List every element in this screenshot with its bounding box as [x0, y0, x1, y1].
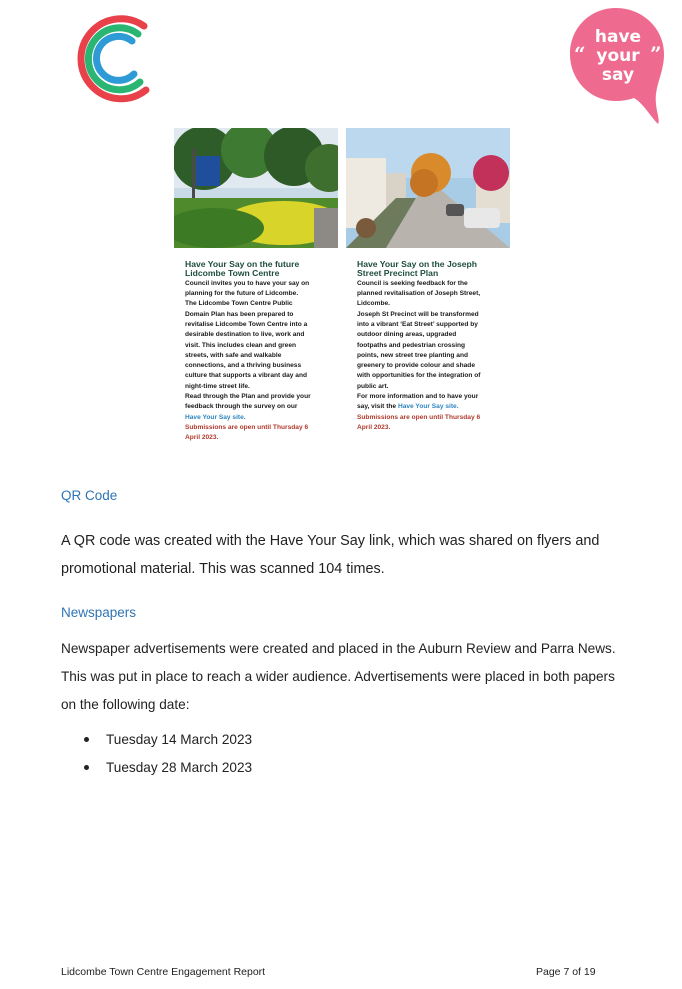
footer-report-title: Lidcombe Town Centre Engagement Report — [61, 966, 266, 978]
publication-dates-list — [80, 726, 252, 782]
hys-line-your: your — [596, 46, 640, 66]
card-body-line: footpaths and pedestrian crossing — [357, 341, 466, 349]
card-body-line: The Lidcombe Town Centre Public — [185, 300, 293, 308]
card-body-line: Domain Plan has been prepared to — [185, 310, 294, 318]
qr-para-line2: promotional material. This was scanned 104 times. — [61, 561, 385, 577]
council-logo — [66, 8, 158, 106]
card-body-line: greenery to provide colour and shade — [357, 362, 475, 370]
card-body-line: points, new street tree planting and — [357, 351, 469, 359]
news-para-line2: This was put in place to reach a wider audience. Advertisements were placed in both papers — [61, 669, 615, 684]
card-body-line: Read through the Plan and provide your — [185, 393, 311, 401]
card-body-line: Council is seeking feedback for the — [357, 279, 468, 287]
card-title-line2: Lidcombe Town Centre — [185, 268, 280, 279]
card-body-line: desirable destination to live, work and — [185, 331, 305, 339]
card-body-line: revitalise Lidcombe Town Centre into a — [185, 321, 308, 328]
photo-lidcombe-garden — [174, 128, 338, 248]
submission-deadline-line2: April 2023. — [357, 423, 391, 431]
list-item — [80, 726, 252, 754]
card-body-line: streets, with safe and walkable — [185, 351, 282, 359]
promo-card-lidcombe — [174, 128, 339, 444]
card-body-line: connections, and a thriving business — [185, 362, 302, 370]
qr-para-line1: A QR code was created with the Have Your Say link, which was shared on flyers and — [61, 533, 600, 549]
newspapers-heading: Newspapers — [61, 605, 137, 620]
qr-code-heading: QR Code — [61, 488, 118, 503]
card-body-line: Council invites you to have your say on — [185, 279, 310, 287]
card-title-line1: Have Your Say on the Joseph — [357, 259, 478, 269]
bullet-icon — [84, 737, 89, 742]
card-body-line: For more information and to have your — [357, 393, 479, 401]
hys-line-say: say — [601, 65, 635, 85]
card-body-line: with opportunities for the integration of — [357, 372, 481, 380]
news-para-line1: Newspaper advertisements were created and placed in the Auburn Review and Parra News. — [61, 641, 616, 656]
card-body-line: outdoor dining areas, upgraded — [357, 331, 457, 339]
card-body-line: planning for the future of Lidcombe. — [185, 290, 299, 298]
list-item — [80, 754, 252, 782]
card-body-line: planned revitalisation of Joseph Street, — [357, 290, 481, 298]
news-para-line3: on the following date: — [61, 697, 190, 712]
card-body-line-with-link — [357, 402, 511, 412]
bullet-icon — [84, 765, 89, 770]
submission-deadline-line2: April 2023. — [185, 434, 219, 442]
have-your-say-link[interactable]: Have Your Say site. — [397, 403, 459, 411]
qr-code-paragraph — [61, 527, 631, 583]
card-title-line1: Have Your Say on the future — [185, 259, 300, 269]
card-body-line: culture that supports a vibrant day and — [185, 372, 308, 380]
close-quote-icon: ” — [650, 42, 662, 66]
have-your-say-logo — [568, 4, 674, 128]
council-c-logo-icon — [66, 8, 158, 106]
date-text: Tuesday 28 March 2023 — [106, 760, 253, 775]
card-body-line: into a vibrant ‘Eat Street’ supported by — [357, 321, 478, 328]
link-prefix: say, visit the — [357, 403, 398, 411]
card-body-line: public art. — [357, 382, 389, 390]
open-quote-icon: “ — [574, 42, 586, 66]
submission-deadline-line1: Submissions are open until Thursday 6 — [357, 413, 481, 421]
hys-line-have: have — [594, 27, 642, 47]
card-title-line2: Street Precinct Plan — [357, 268, 439, 279]
photo-joseph-street — [346, 128, 510, 248]
date-text: Tuesday 14 March 2023 — [106, 732, 253, 747]
newspapers-paragraph — [61, 635, 631, 719]
have-your-say-link[interactable]: Have Your Say site. — [185, 413, 246, 421]
promo-card-joseph-street — [346, 128, 511, 433]
card-body-line: feedback through the survey on our — [185, 403, 298, 411]
card-body-line: Joseph St Precinct will be transformed — [357, 310, 479, 318]
card-body-line: Lidcombe. — [357, 300, 390, 308]
submission-deadline-line1: Submissions are open until Thursday 6 — [185, 423, 309, 431]
footer-page-number: Page 7 of 19 — [536, 966, 596, 978]
card-body-line: night-time street life. — [185, 382, 250, 390]
card-body-line: visit. This includes clean and green — [185, 341, 297, 349]
